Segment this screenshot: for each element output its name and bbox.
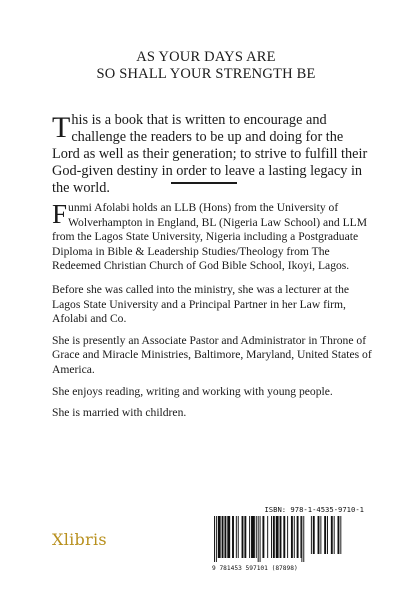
barcode-bar <box>216 516 217 562</box>
barcode-bar <box>331 516 333 554</box>
barcode-digits: 9 781453 597101 (87898) <box>212 565 298 572</box>
bio-dropcap: F <box>52 199 68 229</box>
barcode-bar <box>236 516 237 558</box>
barcode-bar <box>311 516 312 554</box>
book-title-line-2: SO SHALL YOUR STRENGTH BE <box>96 66 316 82</box>
blurb-dropcap: T <box>52 111 71 144</box>
barcode-bar <box>338 516 340 554</box>
barcode-block <box>212 505 364 572</box>
barcode-bar <box>313 516 315 554</box>
barcode <box>212 516 364 572</box>
barcode-bar <box>334 516 335 554</box>
barcode-bars <box>212 516 364 564</box>
barcode-bar <box>294 516 295 558</box>
barcode-bar <box>320 516 321 554</box>
barcode-bar <box>249 516 250 558</box>
barcode-bar <box>318 516 320 554</box>
barcode-bar <box>300 516 301 558</box>
barcode-bar <box>280 516 282 558</box>
book-blurb <box>52 112 374 197</box>
barcode-bar <box>303 516 304 562</box>
barcode-bar <box>224 516 226 558</box>
barcode-bar <box>271 516 272 558</box>
blurb-paragraph <box>52 112 374 197</box>
barcode-bar <box>214 516 215 562</box>
blurb-text: his is a book that is written to encourage and challenge the readers to be up and doing for the Lord as well as their generation; to strive to fulfill their God-given destiny in order to leave a lasting legacy in the world. <box>52 112 368 196</box>
bio-paragraph-5: She is married with children. <box>52 406 187 420</box>
barcode-bar <box>340 516 341 554</box>
barcode-bar <box>251 516 255 558</box>
barcode-bar <box>232 516 234 558</box>
bio-paragraph-1-text: unmi Afolabi holds an LLB (Hons) from the University of Wolverhampton in England, BL (Nigeria Law School) and LLM from the Lagos State University, Nigeria including a Postgraduate Diploma in Bible & Leadership Studies/Theology from The Redeemed Christian Church of God Bible School, Ikoyi, Lagos. <box>52 201 368 273</box>
barcode-bar <box>262 516 264 558</box>
barcode-bar <box>258 516 259 562</box>
barcode-bar <box>301 516 302 562</box>
bio-paragraph-3: She is presently an Associate Pastor and Administrator in Throne of Grace and Miracle Ministries, Baltimore, Maryland, United States of America. <box>52 333 372 376</box>
bio-paragraph-4: She enjoys reading, writing and working with young people. <box>52 384 333 398</box>
barcode-bar <box>276 516 279 558</box>
section-divider <box>171 182 237 184</box>
author-bio <box>52 201 374 428</box>
barcode-bar <box>238 516 239 558</box>
barcode-bar <box>256 516 257 558</box>
barcode-bar <box>260 516 261 562</box>
book-title-line-1: AS YOUR DAYS ARE <box>136 49 276 65</box>
publisher-logo: Xlibris <box>52 530 107 549</box>
barcode-bar <box>283 516 285 558</box>
barcode-bar <box>324 516 326 554</box>
barcode-bar <box>227 516 230 558</box>
barcode-bar <box>242 516 244 558</box>
barcode-bar <box>218 516 221 558</box>
barcode-bar <box>287 516 288 558</box>
bio-paragraph-1 <box>52 201 374 274</box>
barcode-bar <box>273 516 275 558</box>
barcode-bar <box>267 516 268 558</box>
barcode-bar <box>244 516 246 558</box>
barcode-bar <box>297 516 299 558</box>
barcode-bar <box>222 516 224 558</box>
isbn-label: ISBN: 978-1-4535-9710-1 <box>264 505 364 514</box>
barcode-bar <box>291 516 293 558</box>
barcode-bar <box>327 516 328 554</box>
bio-paragraph-2: Before she was called into the ministry, she was a lecturer at the Lagos State University and a Principal Partner in her Law firm, Afolabi and Co. <box>52 282 350 326</box>
